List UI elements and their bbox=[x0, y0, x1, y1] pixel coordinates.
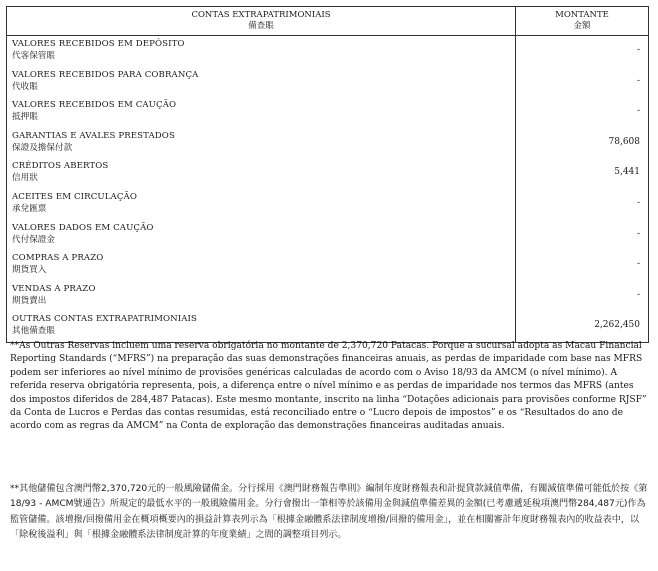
table-row bbox=[7, 36, 515, 67]
header-accounts-zh: 備查賬 bbox=[248, 21, 274, 31]
row-label-pt: VALORES RECEBIDOS EM DEPÓSITO bbox=[12, 39, 185, 49]
table-header bbox=[7, 7, 648, 36]
table-row bbox=[7, 158, 515, 189]
table-row bbox=[7, 311, 515, 342]
row-label-zh: 代客保管賬 bbox=[12, 51, 55, 61]
row-label-pt: VALORES RECEBIDOS PARA COBRANÇA bbox=[12, 69, 199, 80]
header-amount bbox=[516, 7, 648, 35]
note-chinese bbox=[10, 482, 650, 544]
row-label-pt: VALORES DADOS EM CAUÇÃO bbox=[12, 222, 154, 233]
row-label-zh: 期貨賣出 bbox=[12, 295, 47, 306]
header-accounts bbox=[7, 7, 516, 35]
row-value: - bbox=[636, 75, 640, 86]
accounts-column bbox=[7, 36, 516, 342]
row-label-zh: 代收賬 bbox=[12, 81, 38, 92]
table-row bbox=[7, 189, 515, 220]
off-balance-table bbox=[6, 6, 649, 343]
table-row bbox=[7, 281, 515, 312]
row-label-zh: 其他備查賬 bbox=[12, 326, 55, 337]
row-label-pt: ACEITES EM CIRCULAÇÃO bbox=[12, 191, 137, 202]
row-label-pt: VALORES RECEBIDOS EM CAUÇÃO bbox=[12, 100, 177, 111]
row-label-zh: 承兌匯票 bbox=[12, 203, 47, 214]
note-portuguese bbox=[10, 340, 650, 434]
table-row bbox=[7, 128, 515, 159]
row-value: - bbox=[636, 45, 640, 55]
row-label-pt: GARANTIAS E AVALES PRESTADOS bbox=[12, 130, 175, 141]
amount-column bbox=[516, 36, 648, 342]
row-label-zh: 信用狀 bbox=[12, 173, 38, 184]
table-row bbox=[7, 97, 515, 128]
row-label-pt: CRÉDITOS ABERTOS bbox=[12, 161, 109, 172]
header-amount-pt: MONTANTE bbox=[555, 10, 609, 20]
table-row bbox=[7, 220, 515, 251]
note-pt-text: **As Outras Reservas incluem uma reserva obrigatória no montante de 2,370,720 Patacas. Porque a sucursal adopta as Macau Financial Reporting Standards (“MFRS”) na preparação das suas demonstrações financeiras anuais, as perdas de imparidade com base nas MFRS podem ser inferiores ao nível mínimo de provisões genéricas calculadas de acordo com o Aviso 18/93 da AMCM (o nível mínimo). A referida reserva obrigatória representa, pois, a diferença entre o nível mínimo e as perdas de imparidade nos termos das MFRS (antes dos impostos diferidos de 284,487 Patacas). Este mesmo montante, inscrito na linha “Dotações adicionais para provisões conforme RJSF” da Conta de Lucros e Perdas das contas resumidas, está reconciliado entre o “Lucro depois de impostos” e os “Resultados do ano de acordo com as regras da AMCM” na Conta de exploração das demonstrações financeiras auditadas anuais. bbox=[10, 341, 647, 432]
table-body bbox=[7, 36, 648, 342]
header-amount-zh: 金額 bbox=[573, 21, 591, 31]
note-zh-text: **其他儲備包含澳門幣2,370,720元的一般風險儲備金。分行採用《澳門財務報告準則》編制年度財務報表和計提貸款減值準備，有關減值準備可能低於按《第18/93 - AMCM號通告》所規定的最低水平的一般風險備用金。分行會撥出一筆相等於該備用金與減值準備差異的金額(已考慮遞延稅項澳門幣284,487元)作為監管儲備。該增撥/回撥備用金在概項概要內的損益計算表列示為「根據金融體系法律制度增撥/回撥的備用金」，並在相關審計年度財務報表內的收益表中，以「除稅後溢利」與「根據金融體系法律制度計算的年度業績」之間的調整項目列示。 bbox=[10, 484, 648, 541]
row-value: 78,608 bbox=[608, 136, 640, 147]
row-value: - bbox=[636, 197, 640, 208]
row-value: - bbox=[636, 289, 640, 300]
row-label-zh: 代付保證金 bbox=[12, 234, 55, 245]
row-value: - bbox=[636, 228, 640, 239]
row-label-zh: 期貨買入 bbox=[12, 265, 47, 276]
table-row bbox=[7, 67, 515, 98]
row-label-zh: 保證及擔保付款 bbox=[12, 142, 73, 153]
header-accounts-pt: CONTAS EXTRAPATRIMONIAIS bbox=[191, 10, 331, 20]
row-value: - bbox=[636, 259, 640, 270]
row-label-zh: 抵押賬 bbox=[12, 112, 38, 123]
row-label-pt: OUTRAS CONTAS EXTRAPATRIMONIAIS bbox=[12, 314, 198, 325]
row-value: - bbox=[636, 106, 640, 117]
row-value: 2,262,450 bbox=[594, 320, 640, 331]
row-value: 5,441 bbox=[614, 167, 640, 178]
table-row bbox=[7, 250, 515, 281]
row-label-pt: VENDAS A PRAZO bbox=[12, 283, 96, 294]
row-label-pt: COMPRAS A PRAZO bbox=[12, 253, 104, 264]
